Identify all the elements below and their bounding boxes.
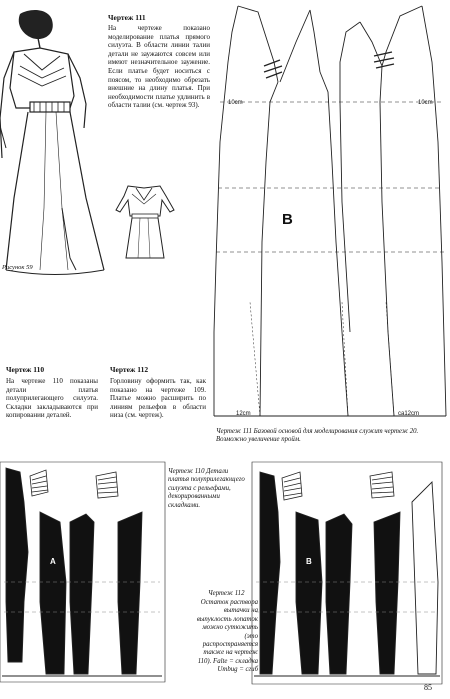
mark-10cm-left: 10cm (228, 100, 243, 106)
drawing-bottom-left-caption: Чертеж 110 Детали платья полуприлегающего силуэта с рельефами, декорированными складками. (168, 468, 245, 509)
pattern-draft-bottom-right (252, 462, 442, 684)
chertezh-111-body: На чертеже показано моделирование платья прямого силуэта. В области линии талии детали не заужаются совсем или имеют незначительное заужение. Если платье будет носиться с поясом, то необходимо обрезать внешние на длину платья. При необходимости платье удлинить в области талии (см. чертеж 93). (108, 24, 210, 110)
page-number: 85 (424, 683, 432, 692)
chertezh-111-title: Чертеж 111 (108, 13, 146, 22)
figure-label: Рисунок 59 (2, 264, 33, 271)
chertezh-110-body: На чертеже 110 показаны детали платья полуприлегающего силуэта. Складки закладываются при копировании деталей. (6, 377, 98, 420)
mark-12cm-left: 12cm (236, 411, 251, 417)
drawing-top-caption: Чертеж 111 Базовой основой для моделирования служит чертеж 20. Возможно увеличение пройм. (216, 428, 419, 444)
pattern-draft-top (210, 2, 450, 427)
mark-12cm-right: ca12cm (398, 411, 420, 417)
label-b-bottom: В (306, 557, 312, 566)
mark-10cm-right: 10cm (418, 100, 433, 106)
drawing-bottom-right-caption-title: Чертеж 112 (208, 590, 245, 597)
drawing-bottom-right-caption: Остаток раствора вытачки на выпуклость лопаток можно сутюжить (это распространяется также на чертеж 110). Falte = складка Umbug = сгиб (196, 599, 258, 674)
label-a: A (50, 557, 56, 566)
pattern-draft-bottom-left (0, 462, 165, 682)
dress-sketch-small (110, 182, 180, 262)
chertezh-112-title: Чертеж 112 (110, 365, 149, 374)
chertezh-112-body: Горловину оформить так, как показано на чертеже 109. Платье можно расширить по линиям рельефов в области низа (см. чертеж). (110, 377, 206, 420)
label-b-top: В (282, 211, 293, 228)
fashion-sketch-figure (0, 8, 120, 278)
chertezh-110-title: Чертеж 110 (6, 365, 45, 374)
